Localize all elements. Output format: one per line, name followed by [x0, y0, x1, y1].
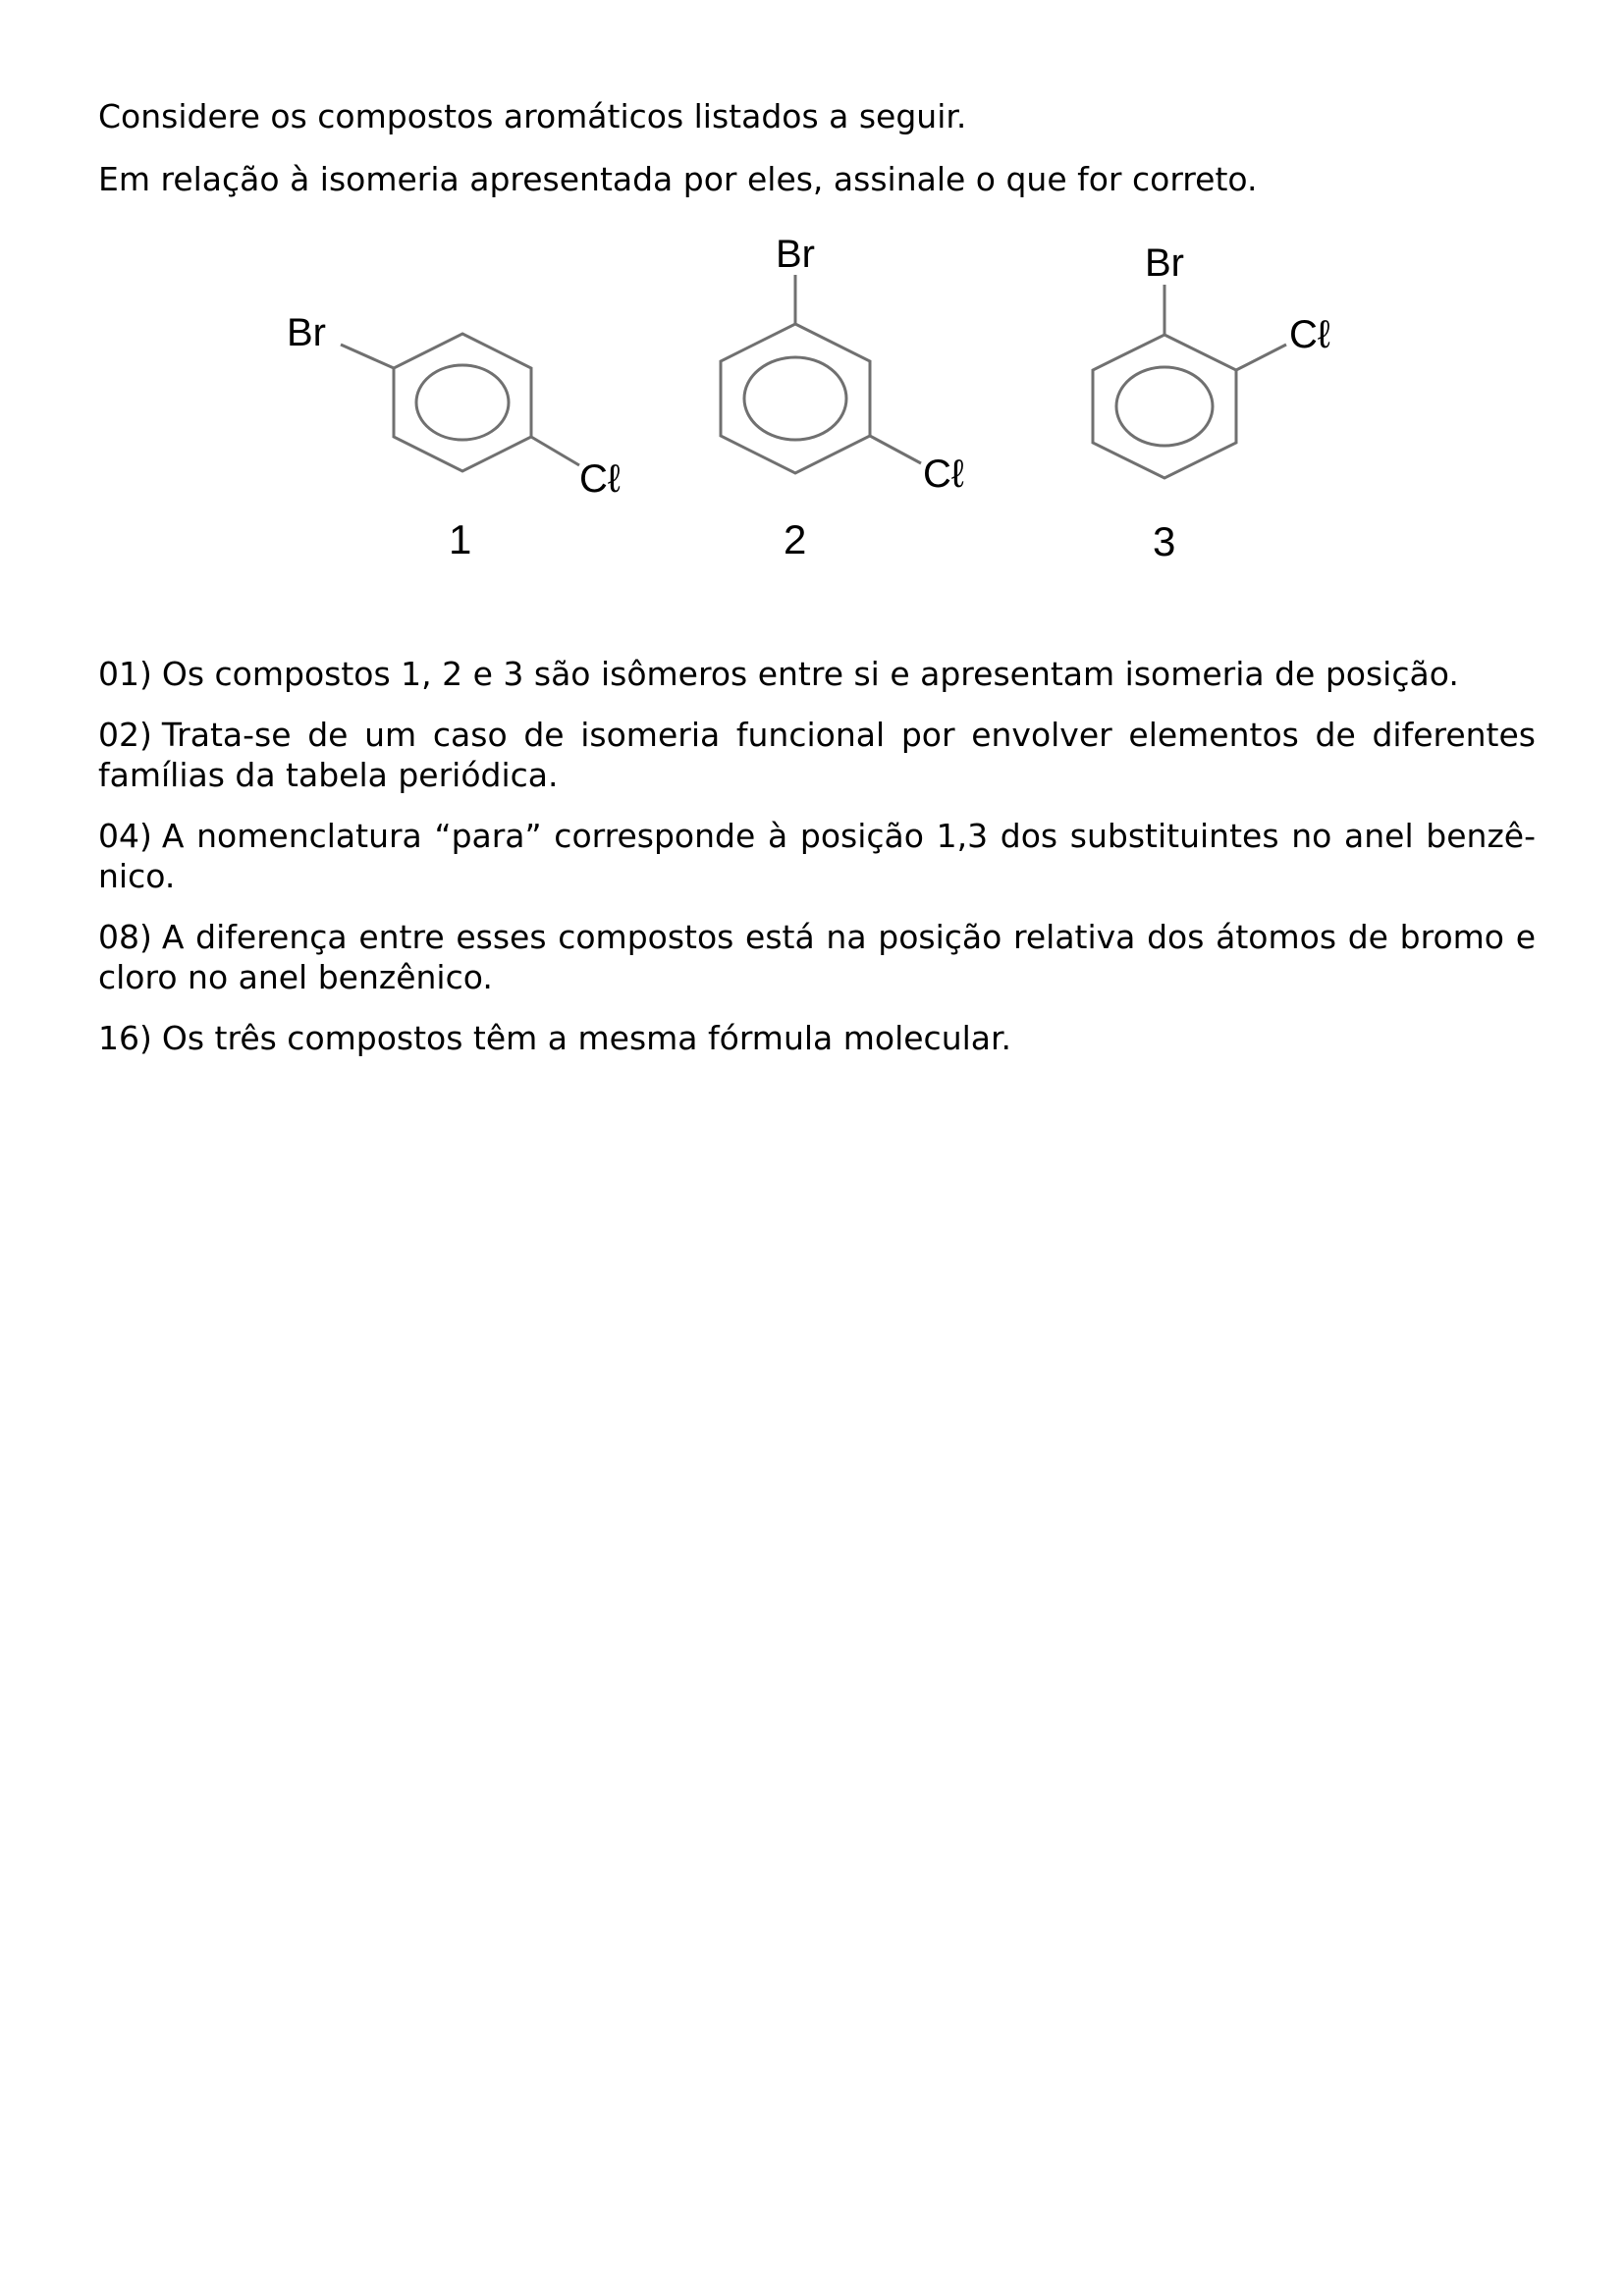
option-number: 02): [98, 716, 152, 754]
option-04: [98, 816, 1536, 896]
compounds-structures: [98, 222, 1536, 614]
option-number: 08): [98, 918, 152, 956]
option-text: A diferença entre esses compostos está na posição relativa dos átomos de bromo e cloro no anel benzênico.: [98, 918, 1536, 996]
intro-line-2: Em relação à isomeria apresentada por eles, assinale o que for correto.: [98, 160, 1258, 198]
answer-options: [98, 654, 1536, 1058]
compound-2-cl-label: Cℓ: [923, 453, 964, 496]
compound-2-br-label: Br: [776, 233, 815, 276]
option-text: Os compostos 1, 2 e 3 são isômeros entre si e apresentam isomeria de posição.: [161, 655, 1459, 693]
compound-3-cl-bond: [1236, 345, 1286, 370]
compound-1-cl-label: Cℓ: [579, 457, 621, 501]
compounds-figure: [98, 222, 1536, 614]
compound-3-cl-label: Cℓ: [1289, 313, 1330, 356]
compound-3-aromatic-circle: [1116, 367, 1213, 446]
compound-3-br-label: Br: [1145, 241, 1184, 285]
option-number: 04): [98, 817, 152, 855]
compound-1-br-bond: [341, 345, 394, 368]
compound-1-ring: [394, 334, 531, 471]
option-text: A nomenclatura “para” corresponde à posição 1,3 dos substituintes no anel benzê- nico.: [98, 817, 1536, 895]
compound-2: [721, 233, 964, 562]
option-text: Os três compostos têm a mesma fórmula molecular.: [161, 1019, 1012, 1057]
compound-2-cl-bond: [870, 436, 921, 463]
compound-2-aromatic-circle: [744, 357, 846, 440]
option-number: 16): [98, 1019, 152, 1057]
compound-1-cl-bond: [531, 437, 579, 465]
compound-1: [287, 311, 621, 562]
compound-1-br-label: Br: [287, 311, 326, 354]
option-16: [98, 1018, 1536, 1058]
option-08: [98, 917, 1536, 997]
intro-line-1: Considere os compostos aromáticos listados a seguir.: [98, 97, 967, 135]
document-page: [98, 96, 1536, 1079]
compound-3: [1093, 241, 1330, 564]
compound-3-ring: [1093, 335, 1236, 478]
compound-1-aromatic-circle: [416, 365, 509, 440]
option-01: [98, 654, 1536, 694]
compound-1-number: 1: [449, 516, 472, 562]
option-number: 01): [98, 655, 152, 693]
option-02: [98, 715, 1536, 795]
option-text: Trata-se de um caso de isomeria funcional por envolver elementos de diferentes famílias da tabela periódica.: [98, 716, 1536, 794]
compound-3-number: 3: [1153, 518, 1176, 564]
compound-2-number: 2: [784, 516, 807, 562]
